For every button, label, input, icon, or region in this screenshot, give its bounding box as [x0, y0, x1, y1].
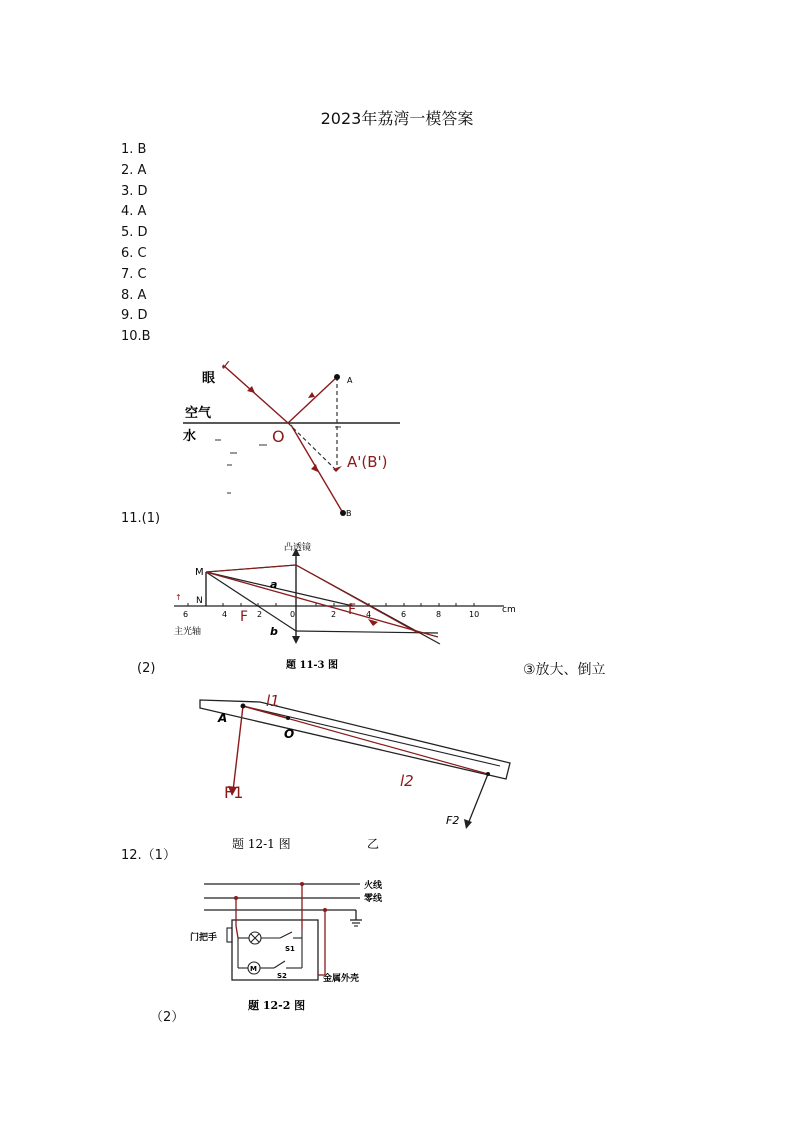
axis-label: 主光轴 — [174, 627, 202, 637]
f2-label: F2 — [446, 814, 460, 827]
refraction-figure — [175, 345, 405, 525]
lens-caption: 题 11-3 图 — [286, 660, 338, 671]
ray-b-label: b — [270, 625, 278, 638]
answer-item: 5. D — [121, 225, 148, 241]
answer-item: 10.B — [121, 329, 151, 345]
shell-label: 金属外壳 — [323, 974, 360, 984]
answer-item: 7. C — [121, 266, 147, 282]
q12-2-label: （2） — [150, 1010, 185, 1025]
answer-item: 6. C — [121, 245, 147, 261]
eye-icon: ✓ — [220, 358, 232, 374]
point-a-label: A — [347, 376, 353, 385]
point-b-label: B — [346, 509, 352, 518]
lever-caption: 题 12-1 图 — [232, 837, 291, 851]
answer-item: 9. D — [121, 308, 148, 324]
ray-a-label: a — [270, 578, 278, 591]
ray-a-to-o — [288, 377, 337, 423]
dashed-extension — [288, 423, 335, 469]
motor-label: M — [250, 965, 257, 973]
point-o-label: O — [284, 727, 295, 741]
lever-figure — [200, 686, 520, 851]
q12-1-label: 12.（1） — [121, 848, 176, 863]
water-label: 水 — [183, 429, 197, 444]
image-label: A'(B') — [347, 453, 388, 471]
answer-item: 1. B — [121, 142, 147, 157]
q11-3-answer: ③放大、倒立 — [523, 662, 606, 678]
tick-label: 8 — [436, 610, 442, 619]
l2-label: l2 — [400, 772, 414, 790]
origin-label: 0 — [290, 610, 296, 619]
f1-label: F1 — [224, 783, 244, 802]
s1-label: S1 — [285, 945, 295, 953]
lever-caption-yi: 乙 — [367, 837, 380, 851]
s2-label: S2 — [277, 972, 287, 980]
tick-label: 4 — [222, 610, 228, 619]
live-wire-label: 火线 — [364, 881, 383, 891]
tick-label: 10 — [469, 610, 480, 619]
point-n-label: N — [196, 596, 203, 606]
answer-item: 4. A — [121, 204, 147, 220]
answer-list — [121, 140, 151, 348]
q11-2-label: (2) — [137, 661, 156, 676]
svg-text:↑: ↑ — [175, 593, 182, 602]
point-o-label: O — [272, 427, 285, 446]
l1-label: l1 — [266, 692, 280, 710]
lens-label: 凸透镜 — [284, 543, 312, 553]
eye-label: 眼 — [202, 371, 216, 386]
q11-1-label: 11.(1) — [121, 511, 161, 526]
tick-label: 2 — [331, 610, 337, 619]
lens-figure — [168, 540, 528, 675]
tick-label: 4 — [366, 610, 372, 619]
circuit-figure — [160, 870, 410, 1015]
page-title: 2023年荔湾一模答案 — [320, 109, 474, 128]
handle-label: 门把手 — [190, 933, 218, 943]
tick-label: 2 — [257, 610, 263, 619]
focus-left-label: F — [240, 609, 249, 625]
air-label: 空气 — [185, 406, 212, 421]
answer-item: 3. D — [121, 183, 148, 199]
unit-label: cm — [502, 605, 516, 615]
neutral-wire-label: 零线 — [364, 894, 383, 904]
answer-item: 8. A — [121, 287, 147, 303]
tick-label: 6 — [401, 610, 407, 619]
appliance-box — [232, 920, 318, 980]
circuit-caption: 题 12-2 图 — [248, 999, 306, 1012]
ray-o-to-eye — [223, 365, 288, 423]
point-a-label: A — [218, 711, 228, 725]
tick-label: 6 — [183, 610, 189, 619]
focus-right-label: F — [348, 602, 357, 618]
handle-box — [227, 928, 232, 942]
answer-item: 2. A — [121, 162, 147, 178]
point-m-label: M — [195, 567, 204, 578]
